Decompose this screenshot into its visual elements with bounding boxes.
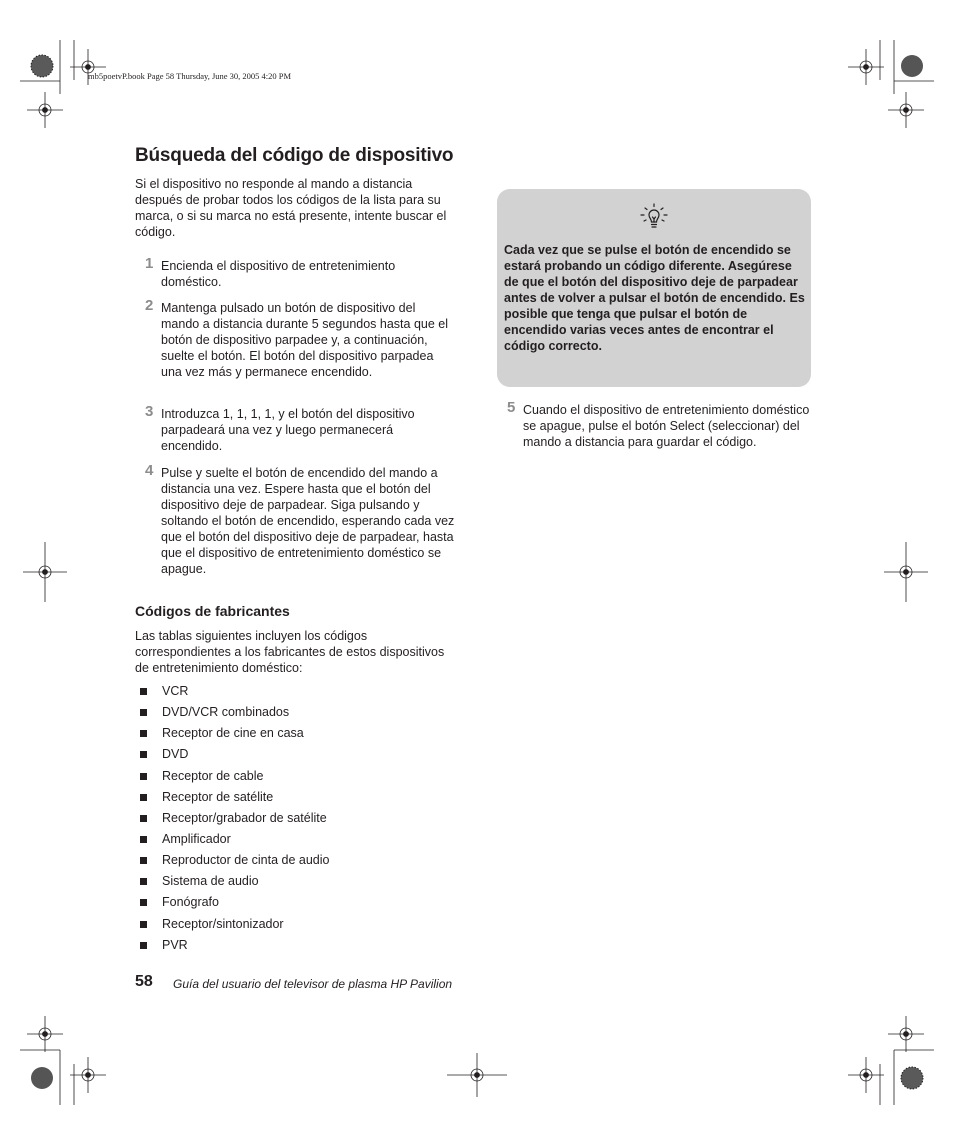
tip-text: Cada vez que se pulse el botón de encendido se estará probando un código diferente. Asegúrese de que el botón del dispositivo deje de parpadear antes de volver a pulsar el botón de encendido. Es posible que tenga que pulsar el botón de encendido varias veces antes de encontrar el código correcto. — [504, 243, 805, 353]
lightbulb-icon — [636, 202, 672, 234]
book-stamp: mb5poetvP.book Page 58 Thursday, June 30, 2005 4:20 PM — [88, 71, 292, 81]
list-item: PVR — [140, 937, 329, 958]
list-item: Sistema de audio — [140, 873, 329, 894]
manufacturers-heading: Códigos de fabricantes — [135, 603, 290, 619]
bullet-icon — [140, 794, 147, 801]
bullet-icon — [140, 773, 147, 780]
bullet-icon — [140, 857, 147, 864]
step-number: 3 — [145, 403, 154, 420]
bullet-icon — [140, 942, 147, 949]
step-1 — [145, 255, 455, 290]
section-intro: Si el dispositivo no responde al mando a distancia después de probar todos los códigos de la lista para su marca, o si su marca no está presente, intente buscar el código. — [135, 177, 447, 239]
list-item: DVD — [140, 746, 329, 767]
bullet-icon — [140, 921, 147, 928]
device-list — [140, 683, 329, 958]
manufacturers-intro: Las tablas siguientes incluyen los códigos correspondientes a los fabricantes de estos dispositivos de entretenimiento doméstico: — [135, 629, 445, 675]
bullet-icon — [140, 751, 147, 758]
list-item: Reproductor de cinta de audio — [140, 852, 329, 873]
list-item: VCR — [140, 683, 329, 704]
section-title: Búsqueda del código de dispositivo — [135, 145, 454, 166]
list-item: Receptor de cine en casa — [140, 725, 329, 746]
step-2 — [145, 297, 455, 380]
step-5 — [507, 399, 812, 450]
step-number: 5 — [507, 399, 516, 416]
step-number: 1 — [145, 255, 154, 272]
step-text: Cuando el dispositivo de entretenimiento doméstico se apague, pulse el botón Select (seleccionar) del mando a distancia para guardar el código. — [523, 403, 810, 449]
tip-box — [497, 189, 811, 387]
step-text: Pulse y suelte el botón de encendido del mando a distancia una vez. Espere hasta que el botón del dispositivo deje de parpadear. Siga pulsando y soltando el botón de encendido, esperando cada vez que el botón del dispositivo deje de parpadear, hasta que el dispositivo de entretenimiento doméstico se apague. — [161, 466, 455, 576]
step-3 — [145, 403, 455, 454]
step-number: 4 — [145, 462, 154, 479]
step-text: Mantenga pulsado un botón de dispositivo del mando a distancia durante 5 segundos hasta que el botón de dispositivo parpadee y, a continuación, suelte el botón. El botón del dispositivo parpadea una vez más y permanece encendido. — [161, 301, 449, 379]
bullet-icon — [140, 688, 147, 695]
list-item: Receptor/grabador de satélite — [140, 810, 329, 831]
bullet-icon — [140, 730, 147, 737]
list-item: Amplificador — [140, 831, 329, 852]
list-item: Fonógrafo — [140, 894, 329, 915]
bullet-icon — [140, 899, 147, 906]
step-text: Encienda el dispositivo de entretenimiento doméstico. — [161, 259, 396, 289]
list-item: DVD/VCR combinados — [140, 704, 329, 725]
step-number: 2 — [145, 297, 154, 314]
bullet-icon — [140, 815, 147, 822]
bullet-icon — [140, 878, 147, 885]
footer-book-title: Guía del usuario del televisor de plasma HP Pavilion — [173, 977, 453, 991]
step-text: Introduzca 1, 1, 1, 1, y el botón del dispositivo parpadeará una vez y luego permanecerá encendido. — [161, 407, 415, 453]
list-item: Receptor/sintonizador — [140, 916, 329, 937]
step-4 — [145, 462, 455, 577]
bullet-icon — [140, 836, 147, 843]
list-item: Receptor de satélite — [140, 789, 329, 810]
bullet-icon — [140, 709, 147, 716]
list-item: Receptor de cable — [140, 768, 329, 789]
page-number: 58 — [135, 973, 153, 990]
